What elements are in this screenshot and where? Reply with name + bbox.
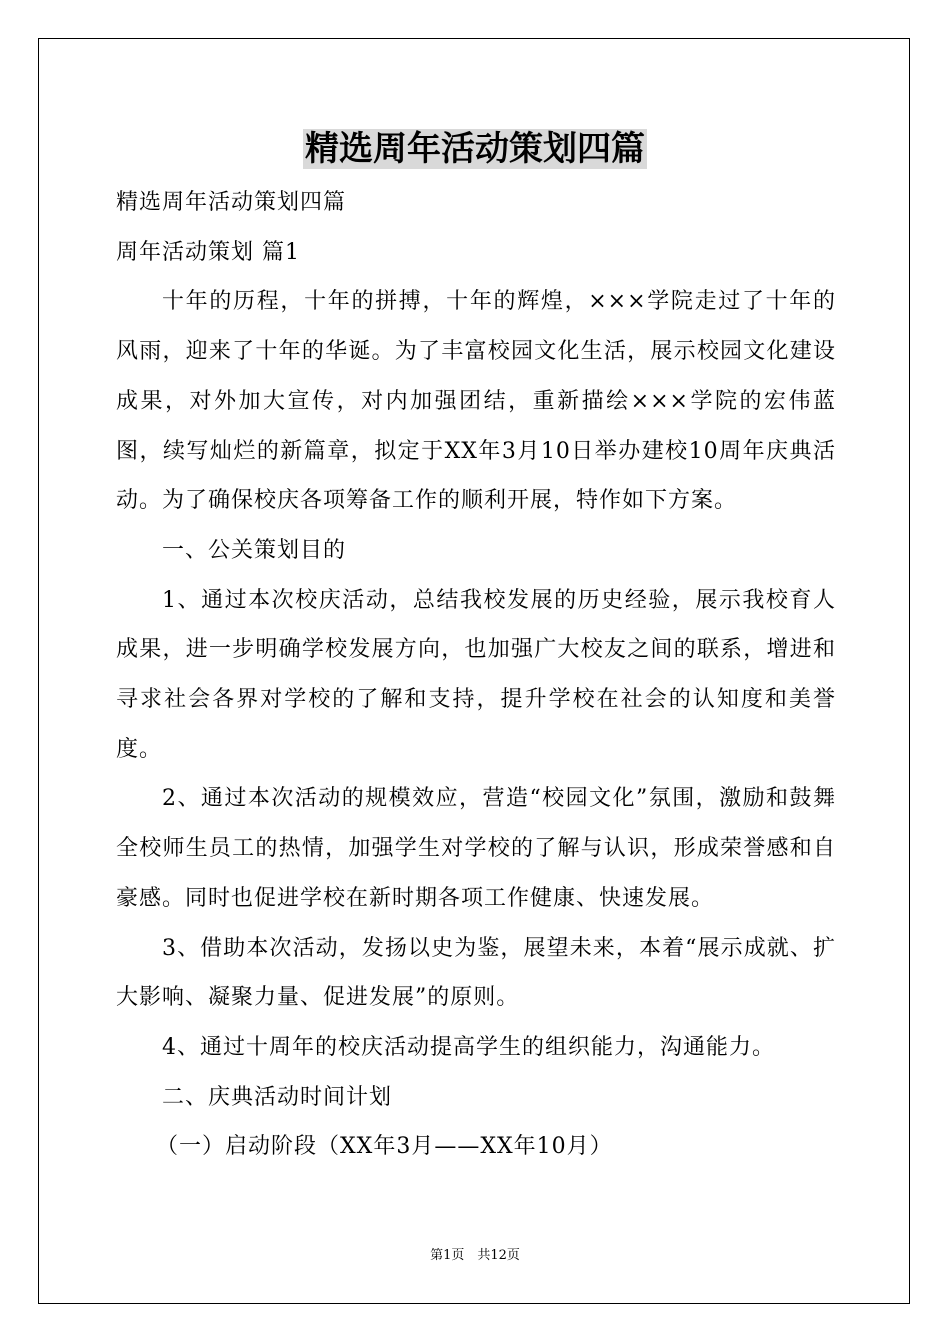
heading-purpose: 一、公关策划目的 [162, 537, 347, 563]
paragraph-intro: 十年的历程，十年的拼搏，十年的辉煌，×××学院走过了十年的风雨，迎来了十年的华诞。为了丰富校园文化生活，展示校园文化建设成果，对外加大宣传，对内加强团结，重新描绘×××学院的宏伟蓝图，续写灿烂的新篇章，拟定于XX年3月10日举办建校10周年庆典活动。为了确保校庆各项筹备工作的顺利开展，特作如下方案。 [116, 289, 836, 514]
paragraph-purpose-1: 1、通过本次校庆活动，总结我校发展的历史经验，展示我校育人成果，进一步明确学校发展方向，也加强广大校友之间的联系，增进和寻求社会各界对学校的了解和支持，提升学校在社会的认知度和美誉度。 [116, 587, 836, 762]
document-body [116, 178, 836, 1172]
paragraph-purpose-4: 4、通过十周年的校庆活动提高学生的组织能力，沟通能力。 [162, 1034, 775, 1060]
paragraph-purpose-3: 3、借助本次活动，发扬以史为鉴，展望未来，本着“展示成就、扩大影响、凝聚力量、促进发展”的原则。 [116, 935, 836, 1011]
document-subtitle: 精选周年活动策划四篇 [116, 190, 347, 215]
document-title-text: 精选周年活动策划四篇 [305, 129, 645, 169]
document-title [0, 126, 950, 172]
heading-startup-phase: （一）启动阶段（XX年3月——XX年10月） [156, 1134, 613, 1160]
page-footer [0, 1246, 950, 1266]
page-number-label: 第1页 共12页 [430, 1248, 520, 1263]
paragraph-purpose-2: 2、通过本次活动的规模效应，营造“校园文化”氛围，激励和鼓舞全校师生员工的热情，加强学生对学校的了解与认识，形成荣誉感和自豪感。同时也促进学校在新时期各项工作健康、快速发展。 [116, 786, 836, 911]
section-heading: 周年活动策划 篇1 [116, 239, 300, 265]
heading-schedule: 二、庆典活动时间计划 [162, 1084, 393, 1110]
